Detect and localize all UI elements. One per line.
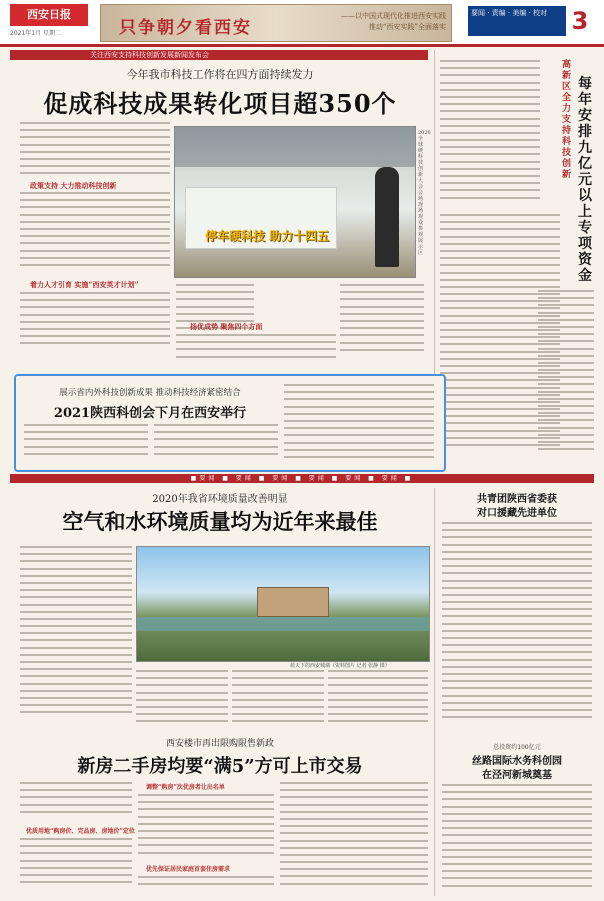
feature-kicker-bar	[10, 50, 428, 60]
side-story-title: 每年安排九亿元以上专项资金	[578, 76, 592, 284]
env-text-2	[136, 670, 228, 728]
right-text-2	[442, 784, 592, 894]
page-header	[0, 0, 604, 47]
right-kicker: 总投资约100亿元	[493, 744, 541, 751]
boxed-text-3	[284, 384, 434, 464]
banner-slogan: 只争朝夕看西安	[119, 18, 252, 38]
housing-text-2	[20, 838, 132, 894]
right-title-1: 共青团陕西省委获	[477, 494, 557, 505]
issue-date: 2021年1月 星期二	[10, 30, 61, 37]
photo-sign-text: 停车硬科技 助力十四五	[205, 229, 330, 243]
housing-text-3	[138, 794, 274, 858]
housing-section-2: 优先保证居民家庭首套住房需求	[146, 866, 231, 873]
masthead-logo: 西安日报	[10, 4, 88, 26]
feature-text-lead	[20, 122, 170, 180]
banner-subtitle	[291, 11, 446, 33]
header-banner	[100, 4, 452, 42]
page-number: 3	[571, 7, 589, 35]
section-label: 要闻 · 责编 · 美编 · 校对	[468, 6, 566, 36]
housing-text-4	[138, 876, 274, 894]
env-text-4	[328, 670, 428, 728]
right-text-1	[442, 522, 592, 732]
env-text-1	[20, 546, 132, 726]
boxed-text-2	[154, 424, 278, 464]
housing-subtitle: 西安楼市再出限购限售新政	[165, 739, 274, 749]
env-text-3	[232, 670, 324, 728]
right-title-3: 丝路国际水务科创园	[472, 756, 562, 767]
feature-title: 促成科技成果转化项目超350个	[43, 89, 397, 118]
env-subtitle: 2020年我省环境质量改善明显	[152, 494, 288, 505]
photo-city-wall-tower	[257, 587, 329, 617]
feature-section-1: 政策支持 大力推动科技创新	[30, 181, 117, 190]
housing-text-5	[280, 782, 428, 894]
photo-moat	[137, 617, 429, 631]
env-photo-caption: 蓝天下的西安城墙（资料图片 记者 张静 摄）	[290, 663, 390, 669]
housing-title: 新房二手房均要“满5”方可上市交易	[77, 756, 363, 777]
boxed-story-subtitle: 展示省内外科技创新成果 推动科技经济紧密结合	[59, 388, 241, 398]
photo-visitor-figure	[375, 167, 399, 267]
side-story-label: 高新区全力支持科技创新	[562, 60, 572, 180]
city-wall-photo	[136, 546, 430, 662]
feature-text-2	[20, 292, 170, 354]
feature-text-4	[176, 334, 336, 362]
housing-text-1	[20, 782, 132, 822]
feature-kicker: 关注西安支持科技创新发展新闻发布会	[90, 51, 209, 59]
expo-photo	[174, 126, 416, 278]
column-divider-lower	[434, 488, 435, 896]
banner-sub-line-1: ——以中国式现代化推进西安实践	[341, 12, 446, 20]
feature-section-3: 扬优成势 聚焦四个方面	[190, 322, 263, 331]
banner-sub-line-2: 推动“西安实践”全面落实	[368, 23, 446, 31]
photo-ceiling	[175, 127, 415, 167]
feature-text-5	[340, 284, 424, 362]
boxed-text-1	[24, 424, 148, 464]
housing-section-1: 调整“购房”次优房者让出名单	[146, 784, 225, 791]
highlighted-story-box[interactable]	[14, 374, 446, 472]
section-separator-strip: ■要闻 ■ 要闻 ■ 要闻 ■ 要闻 ■ 要闻 ■ 要闻 ■	[10, 474, 594, 483]
side-text-1	[440, 60, 540, 210]
side-text-3	[538, 290, 594, 464]
photo-caption: 2020全球硬科技创新大会会场现场观众参观展示区	[418, 130, 431, 256]
env-title: 空气和水环境质量均为近年来最佳	[62, 509, 378, 534]
right-title-4: 在泾河新城奠基	[482, 770, 552, 781]
feature-text-1	[20, 192, 170, 272]
housing-section-3: 优质用地“购房价、完品房、房地价”定位	[26, 828, 135, 835]
feature-subtitle: 今年我市科技工作将在四方面持续发力	[126, 68, 314, 81]
feature-section-2: 着力人才引育 实施“西安英才计划”	[30, 280, 139, 289]
boxed-story-title: 2021陕西科创会下月在西安举行	[53, 406, 247, 421]
right-title-2: 对口援藏先进单位	[477, 508, 557, 519]
